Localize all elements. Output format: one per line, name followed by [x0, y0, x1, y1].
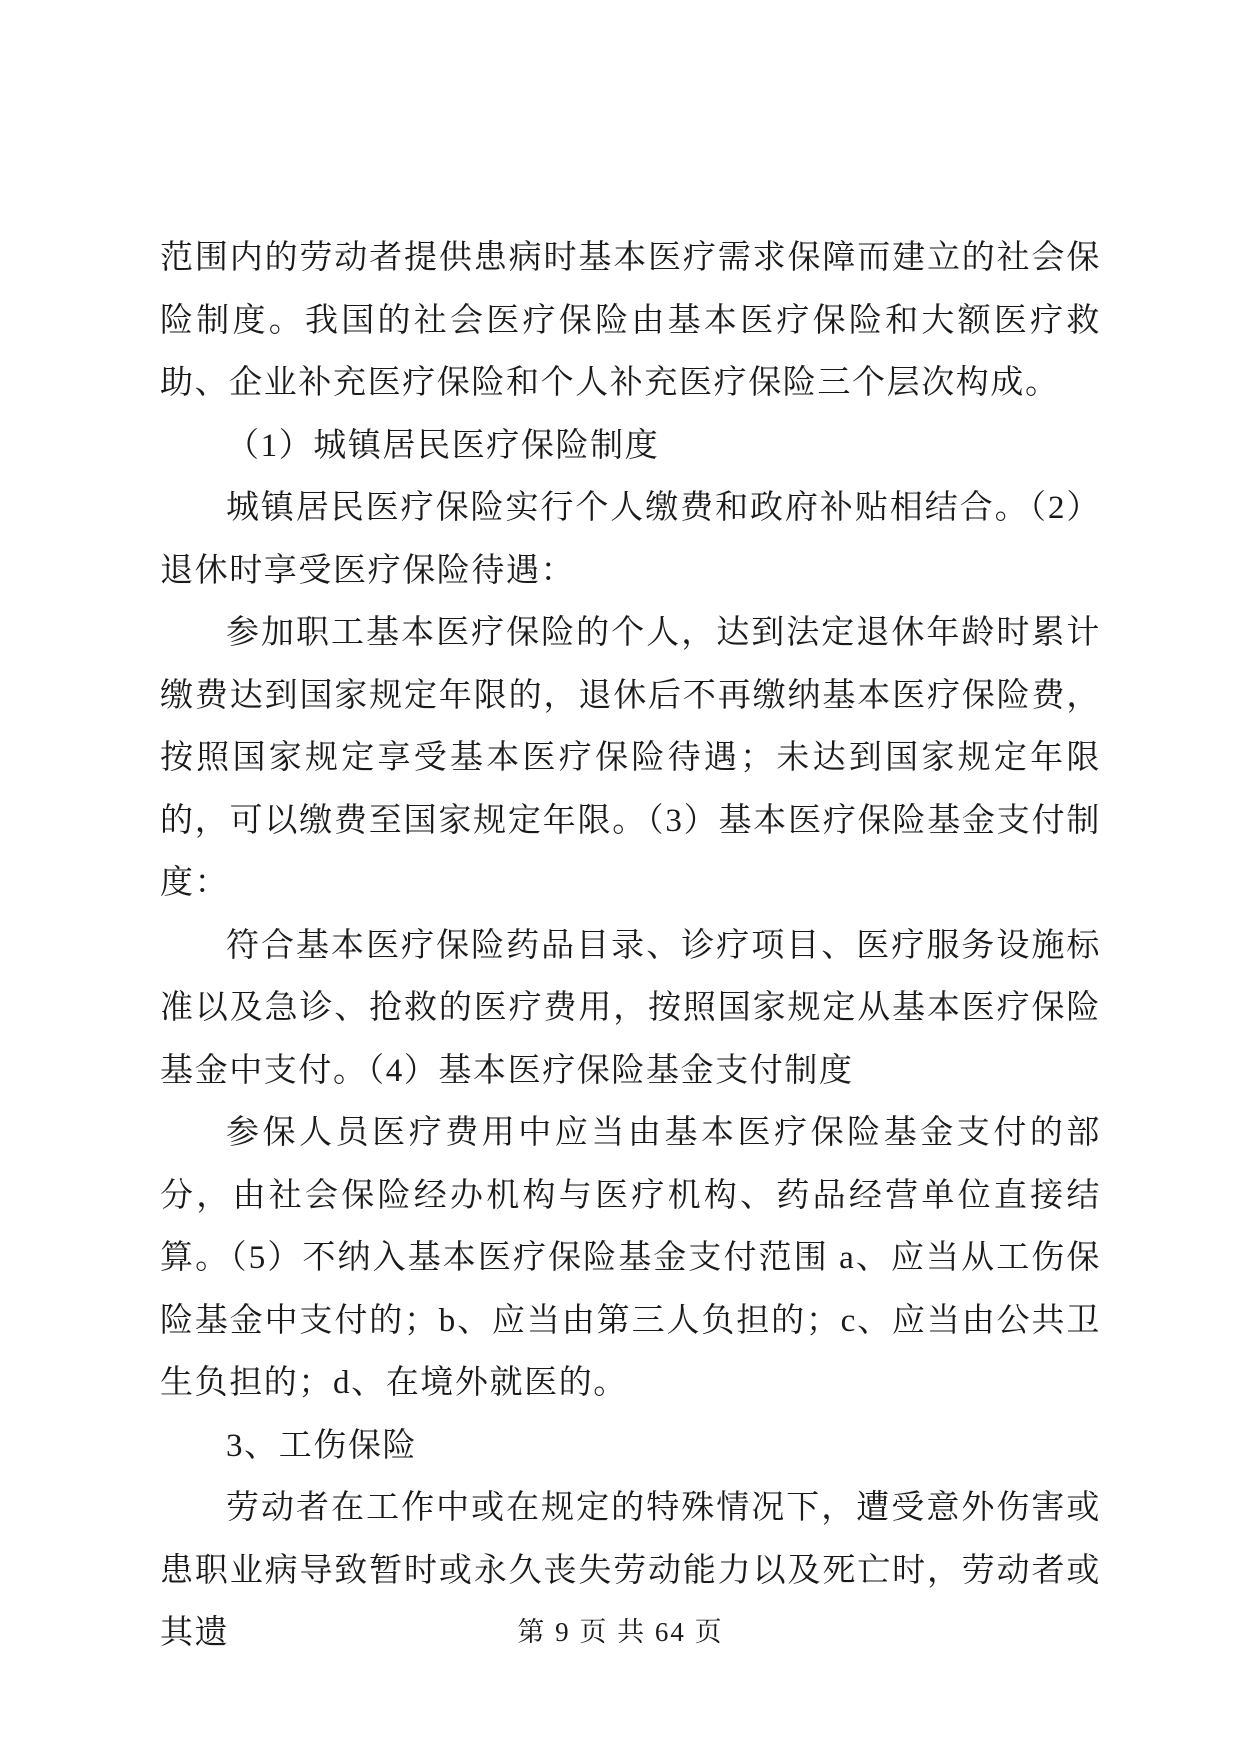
- paragraph: 城镇居民医疗保险实行个人缴费和政府补贴相结合。（2）退休时享受医疗保险待遇：: [160, 490, 1101, 589]
- paragraph: 范围内的劳动者提供患病时基本医疗需求保障而建立的社会保险制度。我国的社会医疗保险由基本医疗保险和大额医疗救助、企业补充医疗保险和个人补充医疗保险三个层次构成。: [160, 240, 1101, 401]
- paragraph: 符合基本医疗保险药品目录、诊疗项目、医疗服务设施标准以及急诊、抢救的医疗费用，按照国家规定从基本医疗保险基金中支付。（4）基本医疗保险基金支付制度: [160, 927, 1101, 1089]
- page-number-text: 第 9 页 共 64 页: [517, 1617, 724, 1647]
- paragraph: 参加职工基本医疗保险的个人，达到法定退休年龄时累计缴费达到国家规定年限的，退休后不再缴纳基本医疗保险费，按照国家规定享受基本医疗保险待遇；未达到国家规定年限的，可以缴费至国家规定年限。（3）基本医疗保险基金支付制度：: [160, 615, 1101, 901]
- document-body: [160, 227, 1101, 1665]
- paragraph: 3、工伤保险: [226, 1427, 418, 1464]
- page-footer: [0, 1612, 1241, 1652]
- paragraph: 劳动者在工作中或在规定的特殊情况下，遭受意外伤害或患职业病导致暂时或永久丧失劳动能力以及死亡时，劳动者或其遗: [160, 1490, 1101, 1651]
- paragraph: （1）城镇居民医疗保险制度: [226, 427, 660, 464]
- paragraph: 参保人员医疗费用中应当由基本医疗保险基金支付的部分，由社会保险经办机构与医疗机构、药品经营单位直接结算。（5）不纳入基本医疗保险基金支付范围 a、应当从工伤保险基金中支付的；b、应当由第三人负担的；c、应当由公共卫生负担的；d、在境外就医的。: [160, 1115, 1101, 1401]
